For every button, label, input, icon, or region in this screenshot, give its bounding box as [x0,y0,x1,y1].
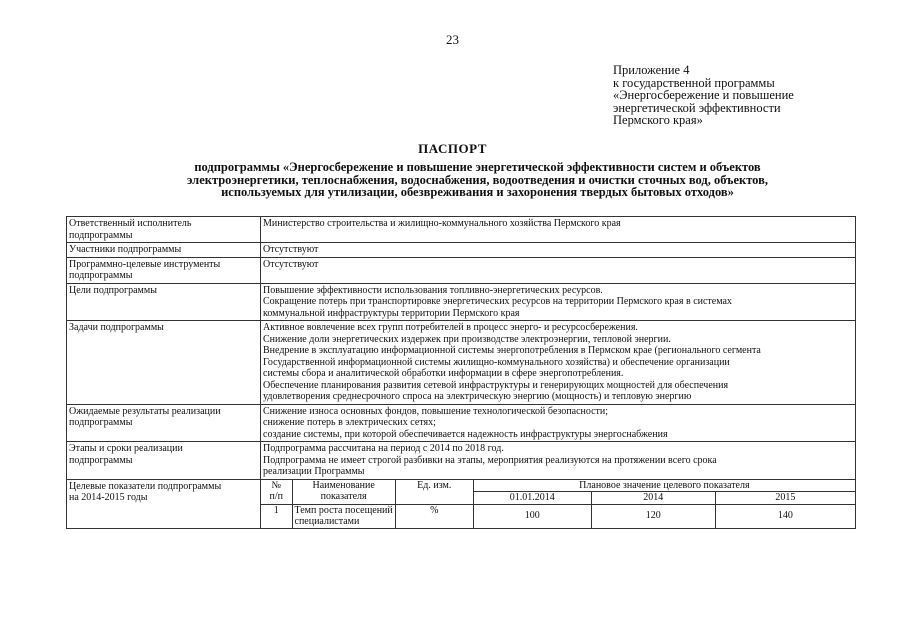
item-value: 100 [473,504,591,528]
value-line: Подпрограмма не имеет строгой разбивки на этапы, мероприятия реализуются на протяжении всего срока [263,454,717,466]
table-row-instruments [67,257,856,283]
table-row-goals [67,283,856,321]
label-line: подпрограммы [69,229,133,241]
label-line: Задачи подпрограммы [69,322,164,333]
page-number: 23 [446,32,459,47]
appendix-line: Приложение 4 [613,63,690,77]
appendix-line: «Энергосбережение и повышение [613,88,794,102]
header-num-line: № [271,479,282,491]
value-line: коммунальной инфраструктуры территории Пермского края [263,307,520,319]
table-row-results [67,404,856,442]
row-label [67,217,261,243]
value-line: Снижение доли энергетических издержек при производстве электроэнергии, тепловой энергии. [263,333,671,345]
label-line: на 2014-2015 годы [69,492,148,503]
value-line: Государственной информационной системы жилищно-коммунального хозяйства) и обеспечение организации [263,356,730,368]
label-line: Цели подпрограммы [69,284,157,296]
value-line: системы сбора и аналитической обработки информации в сфере энергопотребления. [263,368,624,379]
row-label [67,243,261,258]
row-value [261,442,856,480]
value-line: Подпрограмма рассчитана на период с 2014 по 2018 год. [263,443,504,454]
row-value [261,217,856,243]
document-title: ПАСПОРТ [418,141,487,156]
header-period: 2015 [715,492,855,505]
value-line: Обеспечение планирования развития сетевой инфраструктуры и генерирующих мощностей для обеспечения [263,379,729,391]
item-num: 1 [261,504,292,528]
row-label [67,283,261,321]
appendix-note [613,64,853,127]
item-name-line: Темп роста посещений [294,504,393,516]
row-label [67,404,261,442]
label-line: подпрограммы [69,454,133,466]
label-line: Этапы и сроки реализации [69,443,183,454]
targets-table [261,480,855,528]
header-period: 2014 [591,492,715,505]
value-line: снижение потерь в электрических сетях; [263,417,436,428]
value-line: Повышение эффективности использования топливно-энергетических ресурсов. [263,284,603,296]
label-line: Программно-целевые инструменты [69,258,221,270]
header-planned: Плановое значение целевого показателя [473,480,855,492]
appendix-line: энергетической эффективности [613,100,781,115]
subtitle-line: используемых для утилизации, обезвреживания и захоронения твердых бытовых отходов» [221,185,734,199]
row-value [261,257,856,283]
appendix-line: к государственной программы [613,75,775,90]
subtitle-line: подпрограммы «Энергосбережение и повышение энергетической эффективности систем и объектов [194,160,761,174]
appendix-line: Пермского края» [613,113,703,127]
header-unit: Ед. изм. [395,480,473,505]
item-value: 120 [591,504,715,528]
value-line: Отсутствуют [263,258,319,270]
label-line: Ответственный исполнитель [69,218,192,229]
header-name-line: показателя [320,491,367,502]
value-line: Снижение износа основных фондов, повышение технологической безопасности; [263,405,609,417]
label-line: Целевые показатели подпрограммы [69,480,222,492]
header-num [261,480,292,505]
label-line: Участники подпрограммы [69,244,182,255]
label-line: Ожидаемые результаты реализации [69,405,221,417]
targets-cell [261,479,856,528]
label-line: подпрограммы [69,270,133,281]
row-label [67,479,261,528]
label-line: подпрограммы [69,417,133,428]
value-line: Внедрение в эксплуатацию информационной системы энергопотребления в Пермском крае (регионального сегмента [263,345,761,356]
table-row-tasks [67,321,856,405]
header-period: 01.01.2014 [473,492,591,505]
row-value [261,283,856,321]
item-name [292,504,395,528]
table-row-responsible [67,217,856,243]
row-value [261,243,856,258]
row-label [67,321,261,405]
targets-data-row [261,504,855,528]
item-unit: % [395,504,473,528]
value-line: удовлетворения среднесрочного спроса на электрическую энергию (мощность) и тепловую энергию [263,391,692,402]
item-value: 140 [715,504,855,528]
item-name-line: специалистами [294,516,360,527]
table-row-participants [67,243,856,258]
row-value [261,321,856,405]
value-line: Отсутствуют [263,244,319,255]
document-subtitle [100,161,855,199]
header-num-line: п/п [269,491,283,502]
value-line: Министерство строительства и жилищно-коммунального хозяйства Пермского края [263,218,621,229]
table-row-targets [67,479,856,528]
subtitle-line: электроэнергетики, теплоснабжения, водоснабжения, водоотведения и очистки сточных вод, объектов, [187,172,768,187]
targets-header-row [261,480,855,492]
value-line: создание системы, при которой обеспечивается надежность инфраструктуры энергоснабжения [263,428,668,440]
row-value [261,404,856,442]
value-line: реализации Программы [263,466,365,477]
value-line: Активное вовлечение всех групп потребителей в процесс энерго- и ресурсосбережения. [263,322,638,333]
table-row-stages [67,442,856,480]
row-label [67,257,261,283]
header-name-line: Наименование [312,479,375,491]
passport-table [66,216,856,529]
row-label [67,442,261,480]
value-line: Сокращение потерь при транспортировке энергетических ресурсов на территории Пермского края в системах [263,296,732,307]
header-name [292,480,395,505]
